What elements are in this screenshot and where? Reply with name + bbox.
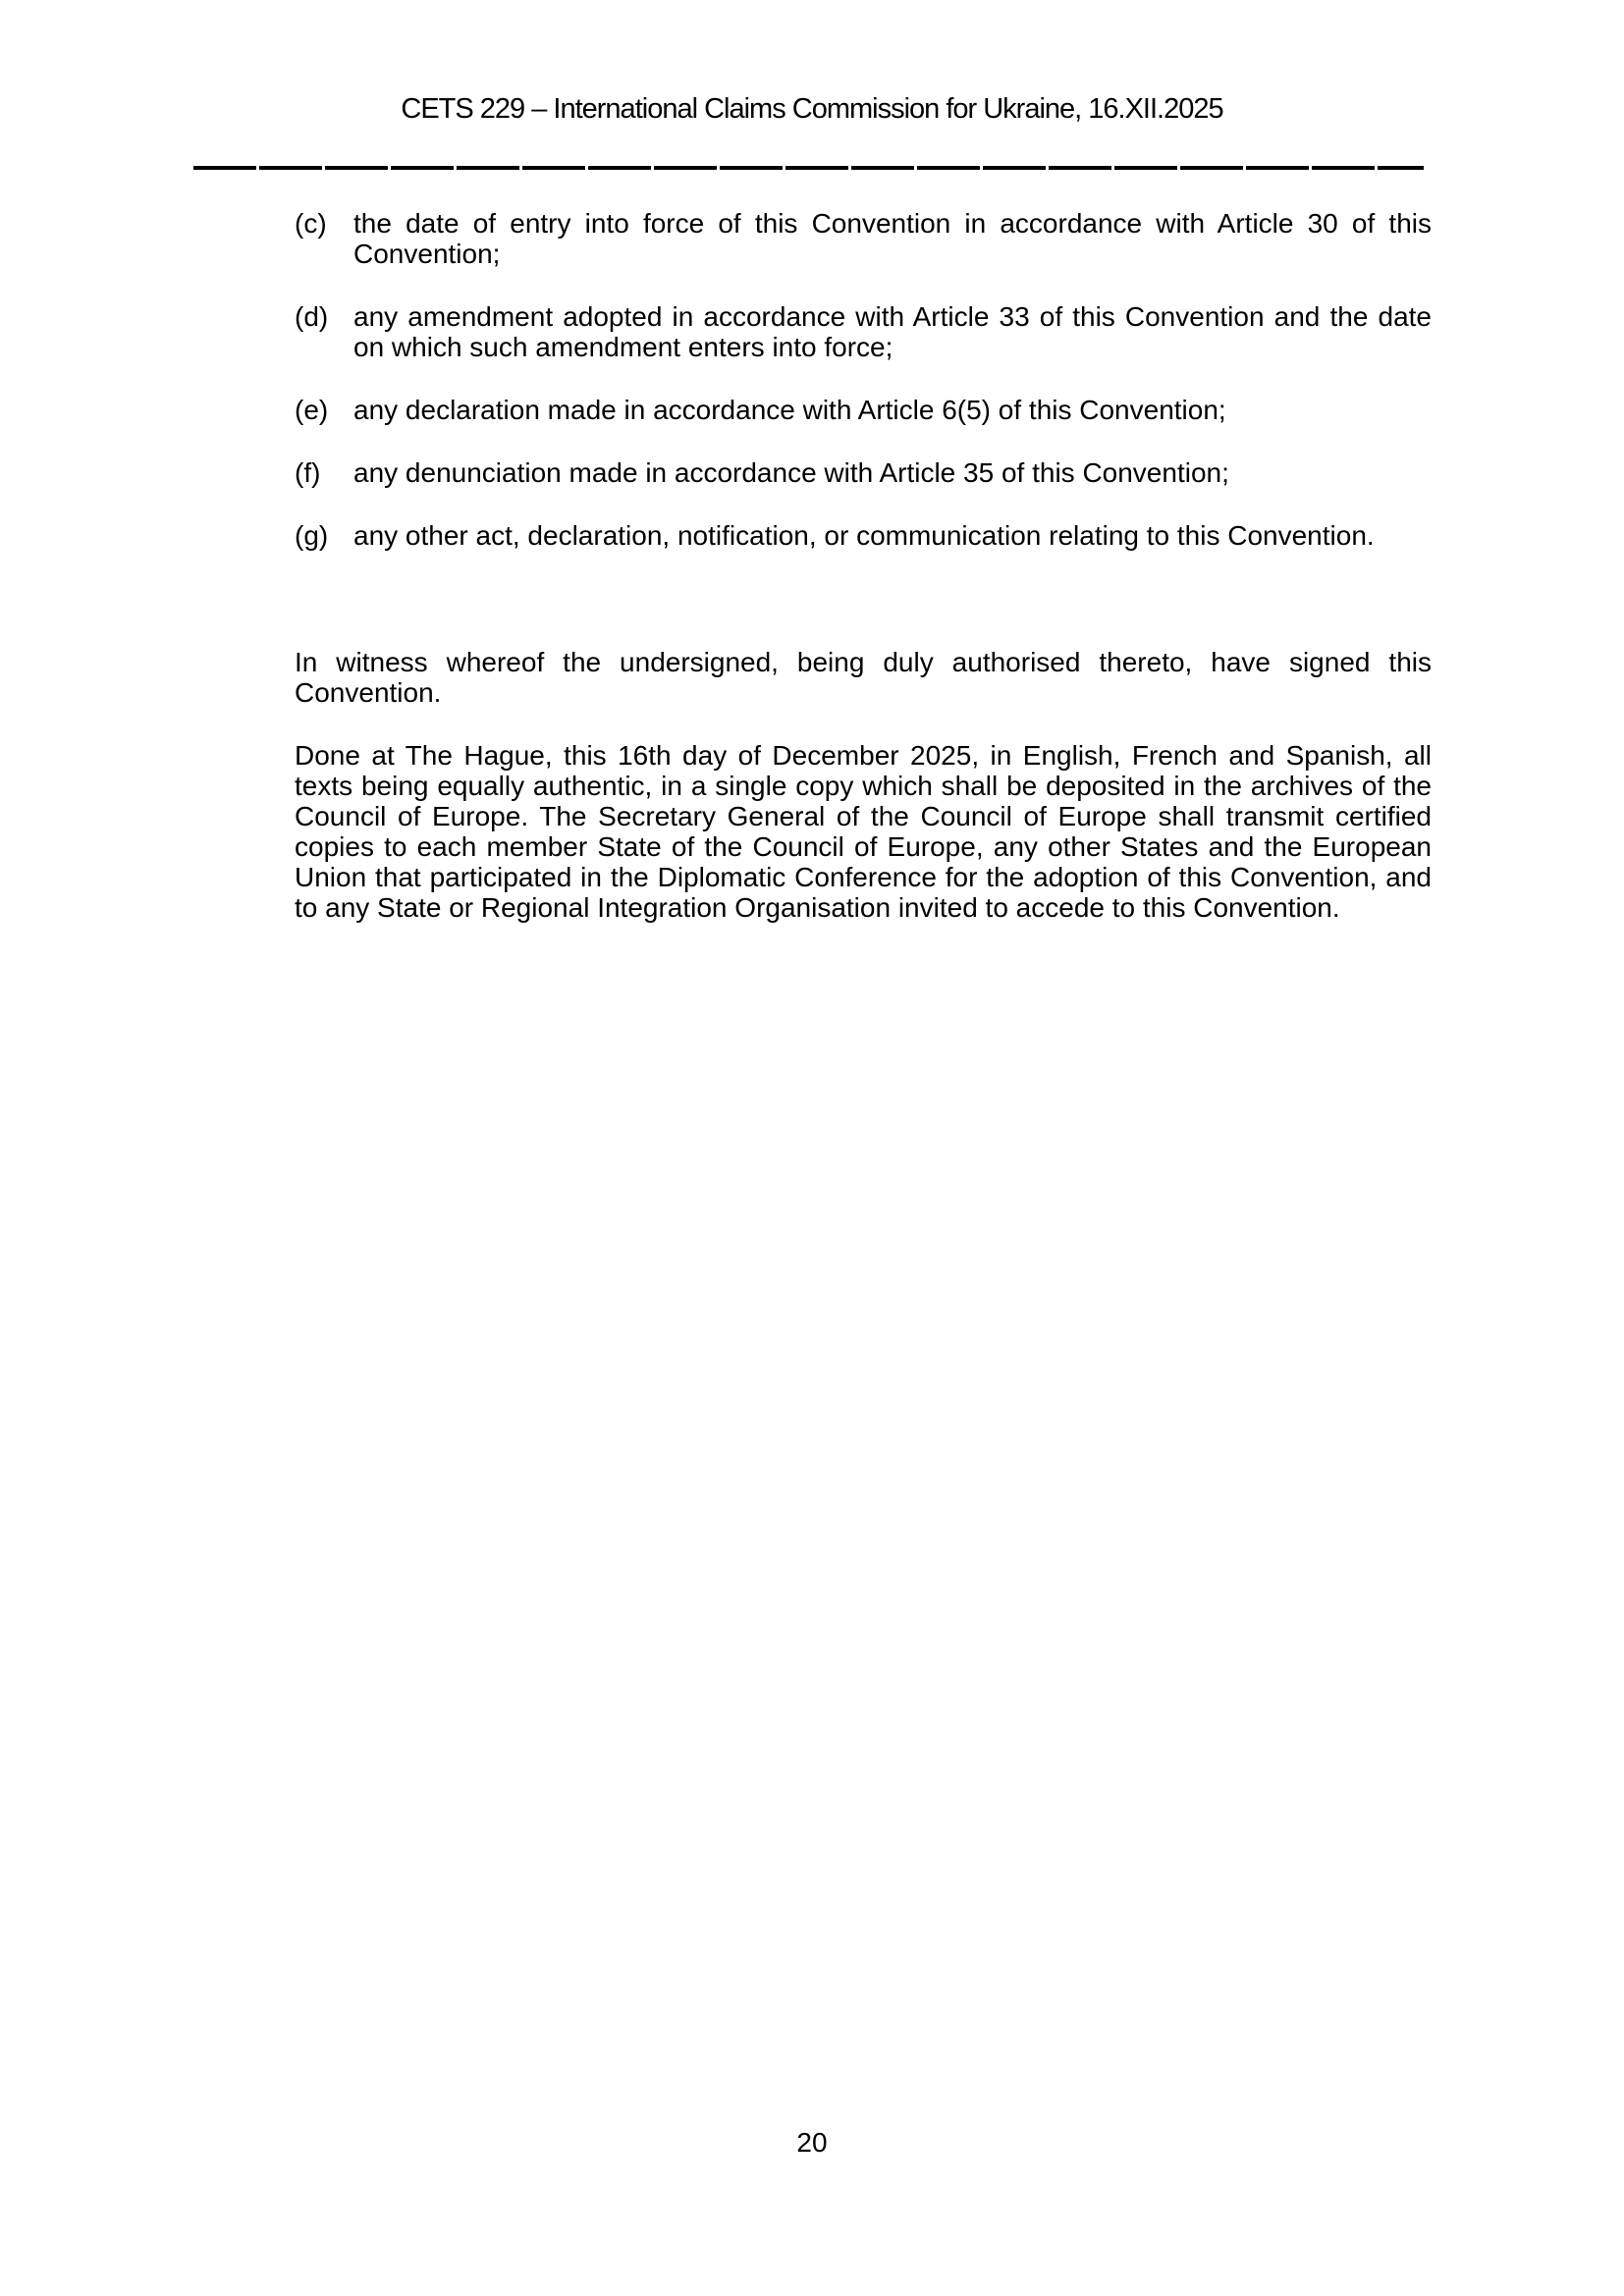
clause-text: any declaration made in accordance with Article 6(5) of this Convention; [353,395,1226,425]
clause-label: (e) [295,395,329,425]
clause-text: any denunciation made in accordance with Article 35 of this Convention; [353,457,1229,488]
clause-item-g [295,520,1432,551]
paragraph-witness-clause: In witness whereof the undersigned, being duly authorised thereto, have signed this Convention. [295,647,1432,708]
clause-text: the date of entry into force of this Convention in accordance with Article 30 of this Convention; [353,208,1432,269]
clause-label: (g) [295,520,329,551]
clause-item-f [295,457,1432,488]
clause-label: (f) [295,457,321,488]
clause-item-e [295,395,1432,425]
clause-text: any other act, declaration, notification, or communication relating to this Convention. [353,520,1375,551]
clause-label: (c) [295,208,327,239]
document-header-title: CETS 229 – International Claims Commission for Ukraine, 16.XII.2025 [401,93,1223,125]
clause-label: (d) [295,301,329,332]
clause-item-d [295,301,1432,362]
page-number: 20 [796,2127,828,2158]
clause-text: any amendment adopted in accordance with Article 33 of this Convention and the date on which such amendment enters into force; [353,301,1432,362]
paragraph-done-at: Done at The Hague, this 16th day of December 2025, in English, French and Spanish, all texts being equally authentic, in a single copy which shall be deposited in the archives of the Council of Europe. The Secretary General of the Council of Europe shall transmit certified copies to each member State of the Council of Europe, any other States and the European Union that participated in the Diplomatic Conference for the adoption of this Convention, and to any State or Regional Integration Organisation invited to accede to this Convention. [295,740,1432,923]
document-body [295,208,1432,923]
clause-item-c [295,208,1432,269]
header-rule [193,166,1424,170]
